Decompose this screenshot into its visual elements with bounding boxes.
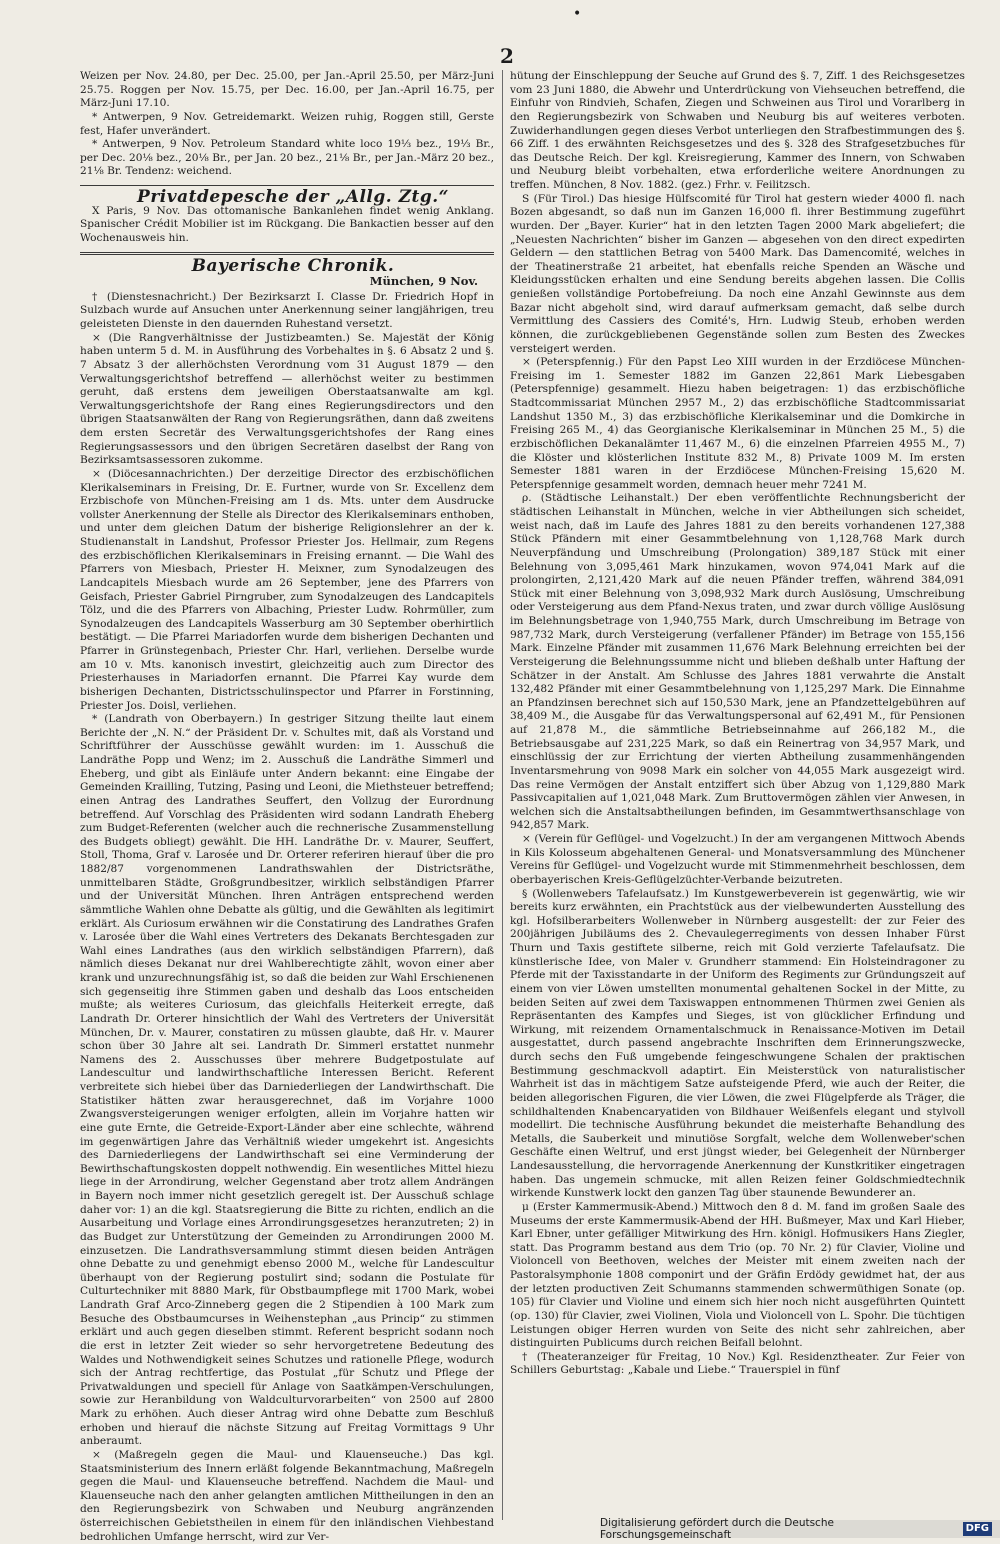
dateline: München, 9 Nov. <box>369 274 478 289</box>
article-seuche-continued: hütung der Einschleppung der Seuche auf Grund des §. 7, Ziff. 1 des Reichsgesetzes vom 23 Juni 1880, die Abwehr und Unterdrückung von Viehseuchen betreffend, die Einfuhr von Rindvieh, Schafen, Ziegen und Schweinen aus Tirol und Vorarlberg in den Regierungsbezirk von Schwaben und Neuburg bis auf weiteres verboten. Zuwiderhandlungen gegen dieses Verbot unterliegen den Strafbestimmungen des §. 66 Ziff. 1 des erwähnten Reichsgesetzes und des §. 328 des Strafgesetzbuches für das Deutsche Reich. Der kgl. Kreisregierung, Kammer des Innern, von Schwaben und Neuburg bleibt vorbehalten, etwa erforderliche weitere Anordnungen zu treffen. München, 8 Nov. 1882. (gez.) Frhr. v. Feilitzsch. <box>510 70 965 191</box>
article-tafelaufsatz: § (Wollenwebers Tafelaufsatz.) Im Kunstgewerbeverein ist gegenwärtig, wie wir bereits kurz erwähnten, ein Prachtstück aus der vielbewunderten Ausstellung des kgl. Hofsilberarbeiters Wollenweber in Nürnberg ausgestellt: der zur Feier des 200jährigen Jubiläums des 2. Chevaulegerregiments von dessen Inhaber Fürst Thurn und Taxis gestiftete silberne, reich mit Gold verzierte Tafelaufsatz. Die künstlerische Idee, von Maler v. Grundherr stammend: Ein Holsteindragoner zu Pferde mit der Taxisstandarte in der Uniform des Regiments zur Gründungszeit auf einem von vier Löwen umstellten monumental gehaltenen Sockel in der Mitte, zu beiden Seiten auf zwei dem Taxiswappen entnommenen Thürmen zwei Genien als Repräsentanten des Kampfes und Sieges, ist von glücklicher Erfindung und Wirkung, mit reizendem Ornamentalschmuck in Renaissance-Motiven im Detail ausgestattet, durch passend angebrachte Inschriften dem Erinnerungszwecke, durch sechs den Fuß umgebende feingeschwungene Schalen der praktischen Bestimmung geschmackvoll adaptirt. Ein Meisterstück von naturalistischer Wahrheit ist das in mächtigem Satze aufsteigende Pferd, wie auch der Reiter, die beiden allegorischen Figuren, die vier Löwen, die zwei Flügelpferde als Träger, die schildhaltenden Knabencaryatiden von Bildhauer Weißenfels elegant und stylvoll modellirt. Die technische Ausführung bekundet die meisterhafte Behandlung des Metalls, die Sauberkeit und minutiöse Sorgfalt, welche dem Wollenweber'schen Geschäfte einen Weltruf, und erst jüngst wieder, bei Gelegenheit der Nürnberger Landesausstellung, die hervorragende Anerkennung der Kunstkritiker eingetragen haben. Das ungemein schmucke, mit allen Reizen feiner Goldschmiedtechnik wirkende Kunstwerk lockt den ganzen Tag über staunende Bewunderer an. <box>510 887 965 1200</box>
dfg-logo: DFG <box>963 1522 992 1536</box>
article-dienstesnachricht: † (Dienstesnachricht.) Der Bezirksarzt I. Classe Dr. Friedrich Hopf in Sulzbach wurde auf Ansuchen unter Anerkennung seiner langjährigen, treu geleisteten Dienste in den dauernden Ruhestand versetzt. <box>80 290 494 330</box>
article-peterspfennig: ⨯ (Peterspfennig.) Für den Papst Leo XIII wurden in der Erzdiöcese München-Freising im 1. Semester 1882 im Ganzen 22,861 Mark Liebesgaben (Peterspfennige) gesammelt. Hiezu haben beigetragen: 1) das erzbischöfliche Stadtcommissariat München 2957 M., 2) das erzbischöfliche Stadtcommissariat Landshut 1350 M., 3) das erzbischöfliche Klerikalseminar und die Domkirche in Freising 265 M., 4) das Georgianische Klerikalseminar in München 25 M., 5) die erzbischöflichen Dekanalämter 11,467 M., 6) die einzelnen Pfarreien 4955 M., 7) die Klöster und klösterlichen Institute 832 M., 8) Private 1009 M. Im ersten Semester 1881 waren in der Erzdiöcese München-Freising 15,620 M. Peterspfennige gesammelt worden, demnach heuer mehr 7241 M. <box>510 356 965 491</box>
page-number: 2 <box>500 44 514 68</box>
market-report-wheat-rye: Weizen per Nov. 24.80, per Dec. 25.00, per Jan.-April 25.50, per März-Juni 25.75. Roggen per Nov. 15.75, per Dec. 16.00, per Jan.-April 16.75, per März-Juni 17.10. <box>80 70 494 110</box>
top-mark: • <box>573 6 582 22</box>
article-maul-klauenseuche: ⨯ (Maßregeln gegen die Maul- und Klauenseuche.) Das kgl. Staatsministerium des Innern erläßt folgende Bekanntmachung, Maßregeln gegen die Maul- und Klauenseuche betreffend. Nachdem die Maul- und Klauenseuche nach den anher gelangten amtlichen Mittheilungen in den an den Regierungsbezirk von Schwaben und Neuburg angränzenden österreichischen Gebietstheilen in einem für den inländischen Viehbestand bedrohlichen Umfange herrscht, wird zur Ver- <box>80 1448 494 1543</box>
article-fuer-tirol: S (Für Tirol.) Das hiesige Hülfscomité für Tirol hat gestern wieder 4000 fl. nach Bozen abgesandt, so daß nun im Ganzen 16,000 fl. ihrer Bestimmung zugeführt wurden. Der „Bayer. Kurier“ hat in den letzten Tagen 2000 Mark abgeliefert; die „Neuesten Nachrichten“ bisher im Ganzen — abgesehen von den direct expedirten Geldern — den stattlichen Betrag von 5400 Mark. Das Damencomité, welches in der Theatinerstraße 21 arbeitet, hat ebenfalls reiche Spenden an Wäsche und Kleidungsstücken erhalten und eine Sendung bereits abgehen lassen. Die Collis genießen vollständige Portobefreiung. Da noch eine Anzahl Gewinnste aus dem Bazar nicht abgeholt sind, wird darauf aufmerksam gemacht, daß selbe durch Vermittlung des Cassiers des Comité's, Hrn. Ludwig Steub, erhoben werden können, die zurückgebliebenen Gegenstände sollen zum Besten des Zweckes versteigert werden. <box>510 192 965 355</box>
footer-text: Digitalisierung gefördert durch die Deutsche Forschungsgemeinschaft <box>600 1517 834 1541</box>
article-landrath-oberbayern: * (Landrath von Oberbayern.) In gestriger Sitzung theilte laut einem Berichte der „N. N.“ der Präsident Dr. v. Schultes mit, daß als Vorstand und Schriftführer der Ausschüsse gewählt wurden: im 1. Ausschuß die Landräthe Popp und Wenz; im 2. Ausschuß die Landräthe Simmerl und Eheberg, und gibt als Einläufe unter Andern bekannt: eine Eingabe der Gemeinden Krailling, Tutzing, Pasing und Leoni, die Miethsteuer betreffend; einen Antrag des Landrathes Seuffert, den Vollzug der Eurordnung betreffend. Auf Vorschlag des Präsidenten wird sodann Landrath Eheberg zum Budget-Referenten (welcher auch die rechnerische Zusammenstellung des Budgets obliegt) gewählt. Die HH. Landräthe Dr. v. Maurer, Seuffert, Stoll, Thoma, Graf v. Larosée und Dr. Orterer referiren hierauf über die pro 1882/87 vorgenommenen Landrathswahlen der Districtsräthe, unmittelbaren Städte, Großgrundbesitzer, wirklich selbständigen Pfarrer und der Universität München. Ihren Anträgen entsprechend werden sämmtliche Wahlen ohne Debatte als gültig, und die Gewählten als legitimirt erklärt. Als Curiosum erwähnen wir die Constatirung des Landrathes Grafen v. Larosée über die Wahl eines Vertreters des Dekanats Berchtesgaden zur Wahl eines Landrathes (aus den wirklich selbständigen Pfarrern), daß nämlich dieses Dekanat nur drei Wahlberechtigte zählt, wovon einer aber krank und unzurechnungsfähig ist, so daß die beiden zur Wahl Erschienenen sich gegenseitig ihre Stimmen gaben und deshalb das Loos entscheiden mußte; als weiteres Curiosum, das gleichfalls Heiterkeit erregte, daß Landrath Dr. Orterer hinsichtlich der Wahl des Vertreters der Universität München, Dr. v. Maurer, constatiren zu müssen glaubte, daß Hr. v. Maurer schon über 30 Jahre alt sei. Landrath Dr. Simmerl erstattet nunmehr Namens des 2. Ausschusses über mehrere Budgetpostulate auf Landescultur und landwirthschaftliche Interessen Bericht. Referent verbreitete sich hiebei über das Darniederliegen der Landwirthschaft. Die Statistiker hätten zwar herausgerechnet, daß im Vorjahre 1000 Zwangsversteigerungen weniger erfolgten, allein im Vorjahre hatten wir eine gute Ernte, die Getreide-Export-Länder aber eine schlechte, während im gegenwärtigen Jahre das Verhältniß wieder umgekehrt ist. Angesichts des Darniederliegens der Landwirthschaft sei eine Verminderung der Bewirthschaftungskosten doppelt nothwendig. Ein wesentliches Mittel hiezu liege in der Arrondirung, welcher Gegenstand aber trotz allem Andrängen in Bayern noch immer nicht gesetzlich geregelt ist. Der Ausschuß schlage daher vor: 1) an die kgl. Staatsregierung die Bitte zu richten, endlich an die Ausarbeitung und Vorlage eines Arrondirungsgesetzes heranzutreten; 2) in das Budget zur Unterstützung der Gemeinden zu Arrondirungen 2000 M. einzusetzen. Die Landrathsversammlung stimmt diesen beiden Anträgen ohne Debatte zu und genehmigt ebenso 2000 M., welche für Landescultur überhaupt von der Regierung postulirt sind; sodann die Postulate für Culturtechniker mit 8880 Mark, für Obstbaumpflege mit 1700 Mark, wobei Landrath Graf Arco-Zinneberg gegen die 2 Stipendien à 100 Mark zum Besuche des Obstbaumcurses in Weihenstephan „aus Princip“ zu stimmen erklärt und auch gegen dieselben stimmt. Referent bespricht sodann noch die erst in letzter Zeit wieder so sehr hervorgetretene Bedeutung des Waldes und Nothwendigkeit seines Schutzes und rationelle Pflege, wodurch sich der Antrag rechtfertige, das Postulat „für Schutz und Pflege der Privatwaldungen und speciell für Anlage von Saatkämpen-Verschulungen, sowie zur Heranbildung von Waldculturvorarbeiten“ von 2500 auf 2800 Mark zu erhöhen. Auch dieser Antrag wird ohne Debatte zum Beschluß erhoben und hierauf die nächste Sitzung auf Freitag Vormittags 9 Uhr anberaumt. <box>80 713 495 1448</box>
section-rule-double <box>80 252 494 255</box>
column-divider <box>502 70 503 1520</box>
article-gefluegelverein: ⨯ (Verein für Geflügel- und Vogelzucht.) In der am vergangenen Mittwoch Abends in Kils Kolosseum abgehaltenen General- und Monatsversammlung des Münchener Vereins für Geflügel- und Vogelzucht wurde mit Stimmenmehrheit beschlossen, dem oberbayerischen Kreis-Geflügelzüchter-Verbande beizutreten. <box>510 833 965 886</box>
section-rule <box>80 185 494 186</box>
article-dioecesannachrichten: ⨯ (Diöcesannachrichten.) Der derzeitige Director des erzbischöflichen Klerikalseminars in Freising, Dr. E. Furtner, wurde von Sr. Excellenz dem Erzbischofe von München-Freising am 1 ds. Mts. unter dem Ausdrucke vollster Anerkennung der Stelle als Director des Klerikalseminars enthoben, und unter dem gleichen Datum der bisherige Religionslehrer an der k. Studienanstalt in Landshut, Professor Priester Jos. Hellmair, zum Regens des erzbischöflichen Klerikalseminars in Freising ernannt. — Die Wahl des Pfarrers von Miesbach, Priester H. Meixner, zum Synodalzeugen des Landcapitels Miesbach wurde am 26 September, jene des Pfarrers von Geisfach, Priester Gabriel Pirngruber, zum Synodalzeugen des Landcapitels Tölz, und die des Pfarrers von Albaching, Priester Ludw. Rohrmüller, zum Synodalzeugen des Landcapitels Wasserburg am 30 September oberhirtlich bestätigt. — Die Pfarrei Mariadorfen wurde dem bisherigen Dechanten und Pfarrer in Grünstegenbach, Priester Chr. Harl, verliehen. Derselbe wurde am 10 v. Mts. kanonisch investirt, gleichzeitig auch zum Director des Priesterhauses in Mariadorfen ernannt. Die Pfarrei Kay wurde dem bisherigen Dechanten, Districtsschulinspector und Pfarrer in Forstinning, Priester Jos. Doisl, verliehen. <box>80 467 494 712</box>
right-column <box>510 70 965 1528</box>
section-heading-bayerische-chronik: Bayerische Chronik. <box>191 255 395 276</box>
market-report-antwerp-grain: * Antwerpen, 9 Nov. Getreidemarkt. Weizen ruhig, Roggen still, Gerste fest, Hafer unverändert. <box>80 110 494 137</box>
article-theateranzeiger: † (Theateranzeiger für Freitag, 10 Nov.) Kgl. Residenztheater. Zur Feier von Schillers Geburtstag: „Kabale und Liebe.“ Trauerspiel in fünf <box>510 1350 965 1377</box>
left-column <box>80 70 495 1543</box>
market-report-antwerp-petroleum: * Antwerpen, 9 Nov. Petroleum Standard white loco 19⅓ bez., 19⅓ Br., per Dec. 20⅛ bez., 20⅛ Br., per Jan. 20 bez., 21⅛ Br., per Jan.-März 20 bez., 21⅛ Br. Tendenz: weichend. <box>80 138 494 178</box>
article-kammermusik: μ (Erster Kammermusik-Abend.) Mittwoch den 8 d. M. fand im großen Saale des Museums der erste Kammermusik-Abend der HH. Bußmeyer, Max und Karl Hieber, Karl Ebner, unter gefälliger Mitwirkung des Hrn. königl. Hofmusikers Hans Ziegler, statt. Das Programm bestand aus dem Trio (op. 70 Nr. 2) für Clavier, Violine und Violoncell von Beethoven, welches der Meister mit einem zweiten nach der Pastoralsymphonie 1808 componirt und der Gräfin Erdödy gewidmet hat, der aus der letzten productiven Zeit Schumanns stammenden schwermüthigen Sonate (op. 105) für Clavier und Violine und einem sich hier noch nicht ausgeführten Quintett (op. 130) für Clavier, zwei Violinen, Viola und Violoncell von L. Spohr. Die tüchtigen Leistungen obiger Herren wurden von Seite des nicht sehr zahlreichen, aber distinguirten Publicums durch reichen Beifall belohnt. <box>510 1200 965 1350</box>
article-leihanstalt: ρ. (Städtische Leihanstalt.) Der eben veröffentlichte Rechnungsbericht der städtischen Leihanstalt in München, welche in vier Abtheilungen sich scheidet, weist nach, daß im Laufe des Jahres 1881 zu den bereits vorhandenen 127,388 Stück Pfändern mit einer Gesammtbelehnung von 1,128,768 Mark durch Neuverpfändung und Umschreibung (Prolongation) 389,187 Stück mit einer Belehnung von 3,095,461 Mark hinzukamen, wovon 974,041 Mark auf die prolongirten, 2,121,420 Mark auf die neuen Pfänder treffen, während 384,091 Stück mit einer Belehnung von 3,098,932 Mark durch Auslösung, Umschreibung oder Versteigerung aus dem Pfand-Nexus traten, und zwar durch völlige Auslösung im Belehnungsbetrage von 1,940,755 Mark, durch Umschreibung im Betrage von 987,732 Mark, durch Versteigerung (verfallener Pfänder) im Betrage von 155,156 Mark. Einzelne Pfänder mit zusammen 11,676 Mark Belehnung erreichten bei der Versteigerung die Belehnungssumme nicht und blieben deßhalb unter Haftung der Schätzer in der Anstalt. Am Schlusse des Jahres 1881 verwahrte die Anstalt 132,482 Pfänder mit einer Gesammtbelehnung von 1,125,297 Mark. Die Einnahme an Pfandzinsen berechnet sich auf 150,530 Mark, jene an Pfandzettelgebühren auf 38,409 M., die Ausgabe für das Verwaltungspersonal auf 62,491 M., für Pensionen auf 21,878 M., die sämmtliche Betriebseinnahme auf 266,182 M., die Betriebsausgabe auf 231,225 Mark, so daß ein Reinertrag von 34,957 Mark, und einschlüssig der zur Errichtung der vierten Abtheilung zusammenhängenden Inventarsmehrung von 9098 Mark ein solcher von 44,055 Mark ausgezeigt wird. Das reine Vermögen der Anstalt entziffert sich über Abzug von 1,129,880 Mark Passivcapitalien auf 1,021,048 Mark. Zum Bruttovermögen zählen vier Anwesen, in welchen sich die Anstaltsabtheilungen befinden, im Gesammtwerthsanschlage von 942,857 Mark. <box>510 492 965 832</box>
article-rangverhaeltnisse: ⨯ (Die Rangverhältnisse der Justizbeamten.) Se. Majestät der König haben unterm 5 d. M. in Ausführung des Vorbehaltes in §. 6 Absatz 2 und §. 7 Absatz 3 der allerhöchsten Verordnung vom 31 August 1879 — den Verwaltungsgerichtshof betreffend — allerhöchst weiter zu bestimmen geruht, daß erstens dem jeweiligen Oberstaatsanwalte am kgl. Verwaltungsgerichtshofe der Rang eines Regierungsdirectors und den übrigen Staatsanwälten der Rang von Regierungsräthen, dann daß zweitens dem ersten Secretär des Verwaltungsgerichtshofes der Rang eines Regierungsassessors und den übrigen Secretären daselbst der Rang von Bezirksamtsassessoren zukomme. <box>80 331 494 467</box>
article-paris: X Paris, 9 Nov. Das ottomanische Bankanlehen findet wenig Anklang. Spanischer Crédit Mobilier ist im Rückgang. Die Bankactien besser auf den Wochenausweis hin. <box>80 204 494 244</box>
digitization-footer <box>600 1517 1000 1541</box>
section-heading-privatdepesche: Privatdepesche der „Allg. Ztg.“ <box>137 187 449 207</box>
